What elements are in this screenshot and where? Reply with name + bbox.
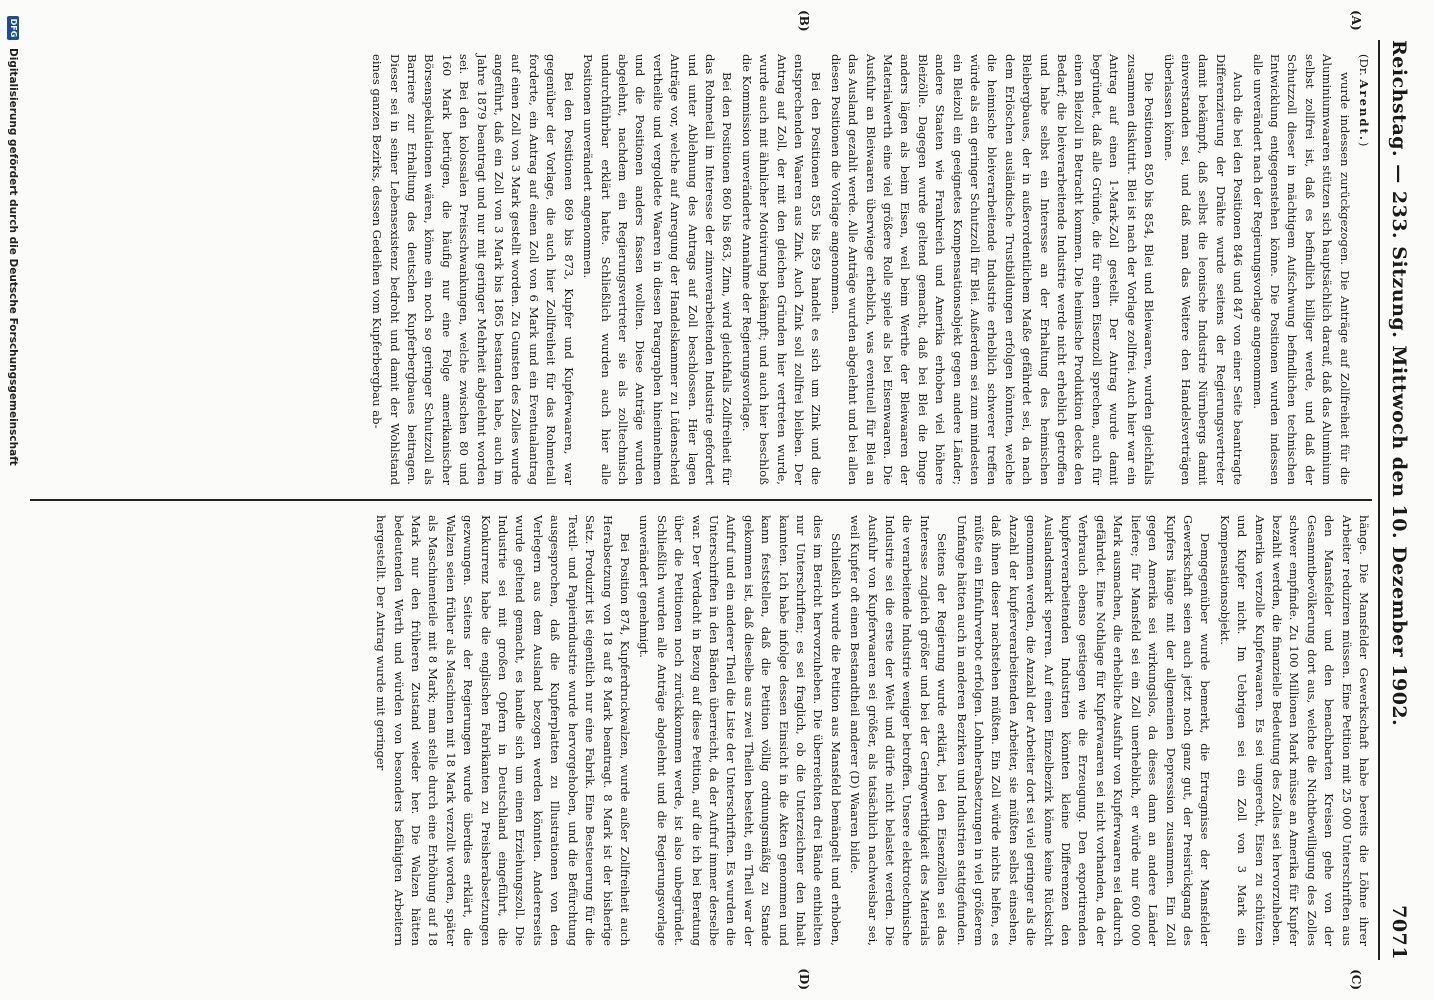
paragraph: Bei Position 874, Kupferdruckwalzen, wurde außer Zollfreiheit auch Herabsetzung von 18 auf 8 Mark beantragt. 8 Mark ist der bisherige Satz. Produzirt ist eigentlich nur eine Fabrik. Eine Besteuerung für die Textil- und Papierindustrie wurde hervorgehoben, und die Befürchtung ausgesprochen, daß die Kupferplatten zu Illustrationen von den Verlegern aus dem Ausland bezogen werden könnten. Andererseits wurde geltend gemacht, es handle sich um einen Erziehungszoll. Die Industrie sei mit großen Opfern in Deutschland eingeführt, die Konkurrenz habe die englischen Fabrikanten zu Preisherabsetzungen gezwungen. Seitens der Regierungen wurde überdies erklärt, die Walzen seien früher als Maschinen mit 18 Mark verzollt worden, später als Maschinenteile mit 8 Mark; man stelle durch eine Erhöhung auf 18 Mark nur den früheren Zustand wieder her. Die Walzen hätten bedeutenden Werth und würden von besonders befähigten Arbeitern hergestellt. Der Antrag wurde mit geringer xyxy=(374,515,632,946)
paragraph: hänge. Die Mansfelder Gewerkschaft habe bereits die Löhne ihrer Arbeiter reduziren müssen. Eine Petition mit 25 000 Unterschriften aus den Mansfelder und den benachbarten Kreisen gehe von der Gesammtbevölkerung dort aus, welche die Nichtbewilligung des Zolles schwer empfinde. Zu 100 Millionen Mark müsse an Amerika für Kupfer bezahlt werden, die finanzielle Bedeutung des Zolles sei hervorzuheben. Amerika verzolle Kupferwaaren. Es sei ungerecht, Eisen zu schützen und Kupfer nicht. Im Uebrigen sei ein Zoll von 3 Mark ein Kompensationsobjekt. xyxy=(1217,515,1371,946)
text-columns xyxy=(30,10,1372,990)
paragraph: Auch die bei den Positionen 846 und 847 von einer Seite beantragte Differenzierung der Drähte wurde seitens der Regierungsvertreter damit bekämpft, daß selbst die leonische Industrie Nürnbergs damit einverstanden sei, und daß man das Weitere den Handelsverträgen überlassen könne. xyxy=(1161,54,1246,485)
paragraph: wurde indessen zurückgezogen. Die Anträge auf Zollfreiheit für die Aluminiumwaaren stützen sich hauptsächlich darauf, daß das Aluminium selbst zollfrei ist, daß es befindlich billiger werde, und daß der Schutzzoll dieser in mächtigem Aufschwung befindlichen technischen Entwicklung entgegenstehen könne. Die Positionen wurden indessen alle unverändert nach der Regierungsvorlage angenommen. xyxy=(1250,54,1352,485)
speaker-line xyxy=(1355,54,1372,485)
margin-marker-b: (B) xyxy=(797,10,811,32)
footer-credit: Digitalisierung gefördert durch die Deutsche Forschungsgemeinschaft xyxy=(7,48,19,466)
paragraph: Demgegenüber wurde bemerkt, die Ertragnisse der Mansfelder Gewerkschaft seien auch jetzt noch ganz gut, der Preisrückgang des Kupfers hänge mit der allgemeinen Depression zusammen. Ein Zoll gegen Amerika sei wirkungslos, da dieses dann an andere Länder liefere; für Mansfeld sei ein Zoll unerheblich, er würde nur 600 000 Mark ausmachen, die erhebliche Ausfuhr von Kupferwaaren sei dadurch gefährdet. Eine Nothlage für Kupferwaaren sei nicht vorhanden, da der Verbrauch ebenso gestiegen wie die Erzeugung. Den exportirenden kupferverarbeitenden Industrien könnten kleine Differenzen den Auslandsmarkt sperren. Auf einen Einzelbezirk könne keine Rücksicht genommen werden, die Anzahl der Arbeiter dort sei viel geringer als die Anzahl der kupferverarbeitenden Arbeiter, sie müßten selbst einsehen, daß ihnen dieser nachstehen müßten. Ein Zoll würde nichts helfen, es müßte ein Einfuhrverbot erfolgen. Lohnherabsetzungen in viel größerem Umfange hätten auch in anderen Bezirken und Industrien stattgefunden. xyxy=(954,515,1213,946)
paragraph: Bei den Positionen 855 bis 859 handelt es sich um Zink und die entsprechenden Waaren aus Zink. Auch Zink soll zollfrei bleiben. Der Antrag auf Zoll, der mit den gleichen Gründen hier vertreten wurde, wurde auch mit ähnlicher Motivirung bekämpft; und auch hier beschloß die Kommission unveränderte Annahme der Regierungsvorlage. xyxy=(739,54,824,485)
header-title: Reichstag. — 233. Sitzung. Mittwoch den 10. Dezember 1902. xyxy=(1388,40,1410,727)
paragraph: Bei den Positionen 860 bis 863, Zinn, wird gleichfalls Zollfreiheit für das Rohmetall im Interesse der zinnverarbeitenden Industrie gefordert und unter Ablehnung des Antrags auf Zoll beschlossen. Hier lagen Anträge vor, welche auf Anregung der Handelskammer zu Lüdenscheid vertheilte und vergoldete Waaren in diesen Paragraphen hineinnehmen und die Positionen anders fassen wollten. Diese Anträge wurden abgelehnt, nachdem ein Regierungsvertreter sie als zolltechnisch undurchführbar erklärt hatte. Schließlich wurden auch hier alle Positionen unverändert angenommen. xyxy=(581,54,735,485)
margin-marker-c: (C) xyxy=(1349,969,1363,990)
page-header xyxy=(1382,40,1416,960)
right-column xyxy=(30,499,1372,990)
left-column xyxy=(30,10,1372,499)
page-number: 7071 xyxy=(1388,905,1410,960)
margin-marker-a: (A) xyxy=(1349,10,1363,31)
speaker-prefix: (Dr. xyxy=(1357,54,1371,76)
paragraph: Schließlich wurde die Petition aus Mansfeld bemängelt und erhoben, dies im Bericht hervorzuheben. Die überreichten drei Bände enthielten nur Unterschriften; es sei fraglich, ob die Unterzeichner den Inhalt kannten. Ich habe infolge dessen Einsicht in die Akten genommen und kann feststellen, daß die Petition völlig ordnungsmäßig zu Stande gekommen ist, daß dieselbe aus zwei Theilen besteht, ein Theil war der Aufruf und ein anderer Theil die Liste der Unterschriften. Es wurden die Unterschriften in den Bänden überreicht, da der Aufruf immer derselbe war. Der Verdacht in Bezug auf diese Petition, auf die ich bei Beratung über die Petitionen noch zurückkommen werde, ist also unbegründet. Schließlich wurden alle Anträge abgelehnt und die Regierungsvorlage unverändert genehmigt. xyxy=(637,515,843,946)
margin-marker-d: (D) xyxy=(797,968,811,990)
speaker-name: Arendt. xyxy=(1357,79,1371,142)
digitization-footer xyxy=(4,0,22,1000)
paragraph: Die Positionen 850 bis 854, Blei und Bleiwaaren, wurden gleichfalls zusammen diskutirt. Blei ist nach der Vorlage zollfrei. Auch hier war ein Antrag auf einen 1-Mark-Zoll gestellt. Der Antrag wurde damit begründet, daß alle Gründe, die für einen Eisenzoll sprechen, auch für einen Bleizoll in Betracht kommen. Die heimische Produktion decke den Bedarf; die bleiverarbeitende Industrie werde nicht erheblich getroffen und habe selbst ein Interesse an der Erhaltung des heimischen Bleibergbaues, der in außerordentlichem Maße gefährdet sei, da nach dem Erlöschen ausländische Trustbildungen erfolgen könnten, welche die heimische bleiverarbeitende Industrie erheblich schwerer treffen würde als ein geringer Schutzzoll für Blei. Außerdem sei zum mindesten ein Bleizoll ein geeignetes Kompensationsobjekt gegen andere Länder; andere Staaten wie Frankreich und Amerika erhoben viel höhere Bleizölle. Dagegen wurde geltend gemacht, daß bei Blei die Dinge anders lägen als beim Eisen, weil beim Werthe der Bleiwaaren der Materialwerth eine viel größere Rolle spiele als bei Eisenwaaren. Die Ausfuhr an Bleiwaaren überwiege erheblich, was eventuell für Blei an das Ausland gezahlt werde. Alle Anträge wurden abgelehnt und bei allen diesen Positionen die Vorlage angenommen. xyxy=(828,54,1157,485)
paragraph: Seitens der Regierung wurde erklärt, bei den Eisenzöllen sei das Interesse zugleich größer und bei der Geringwerthigkeit des Materials die verarbeitende Industrie weniger betroffen. Unsere elektrotechnische Industrie sei die erste der Welt und dürfe nicht belastet werden. Die Ausfuhr von Kupferwaaren sei größer, als tatsächlich nachweisbar sei, weil Kupfer oft einen Bestandtheil anderer (D) Waaren bilde. xyxy=(848,515,950,946)
speaker-suffix: ) xyxy=(1357,141,1371,147)
paragraph: Bei den Positionen 869 bis 873, Kupfer und Kupferwaaren, war gegenüber der Vorlage, die auch hier Zollfreiheit für das Rohmetall forderte, ein Antrag auf einen Zoll von 6 Mark und ein Eventualantrag auf einen Zoll von 3 Mark gestellt worden. Zu Gunsten des Zolles wurde angeführt, daß ein Zoll von 3 Mark bis 1865 bestanden habe, auch im Jahre 1879 beantragt und nur mit geringer Mehrheit abgelehnt worden sei. Bei den kolossalen Preisschwankungen, welche zwischen 80 und 160 Mark betrügen, die häufig nur eine Folge amerikanischer Börsenspekulationen wären, könne ein noch so geringer Schutzzoll als Barriere zur Erhaltung des deutschen Kupferbergbaues beitragen. Dieser sei in seiner Lebensexistenz bedroht und damit der Wohlstand eines ganzen Bezirks, dessen Gedeihen vom Kupferbergbau ab- xyxy=(370,54,576,485)
header-rule xyxy=(1378,40,1380,960)
dfg-logo: DFG xyxy=(7,16,19,40)
